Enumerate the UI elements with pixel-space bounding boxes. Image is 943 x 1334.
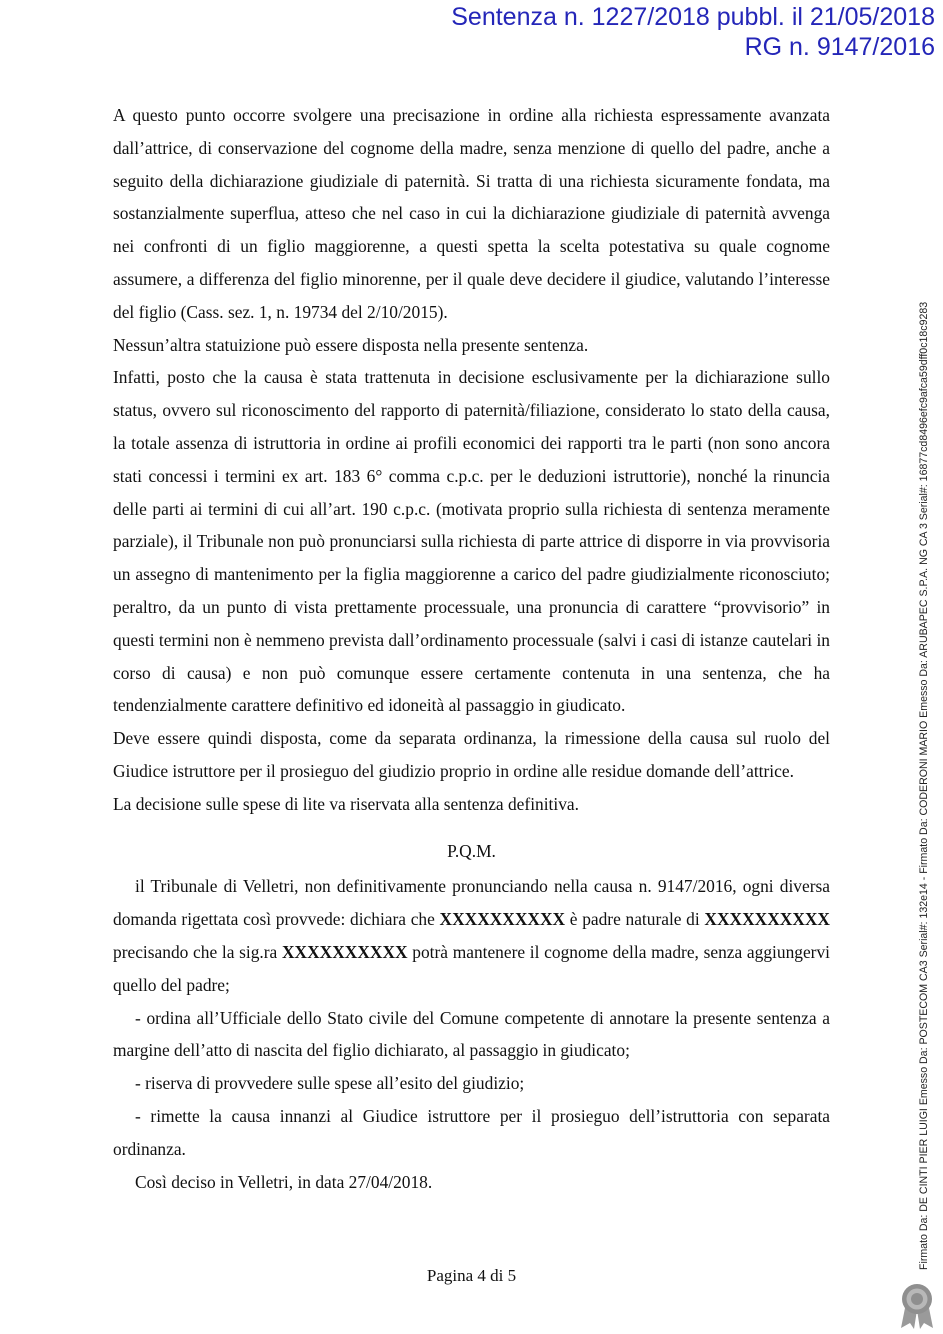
redacted-name-3: XXXXXXXXXX xyxy=(281,941,408,962)
dispositivo-item-rimessione: - rimette la causa innanzi al Giudice istruttore per il prosieguo dell’istruttoria con separata ordinanza. xyxy=(113,1105,830,1159)
dispositivo-text-d: potrà mantenere il cognome della madre, senza aggiungervi quello del padre; xyxy=(113,941,830,995)
dispositivo-text-c: precisando che la sig.ra xyxy=(113,941,282,962)
pqm-heading: P.Q.M. xyxy=(447,840,496,861)
dispositivo-item-spese: - riserva di provvedere sulle spese all’esito del giudizio; xyxy=(135,1073,525,1094)
paragraph-cognome: A questo punto occorre svolgere una precisazione in ordine alla richiesta espressamente avanzata dall’attrice, di conservazione del cognome della madre, senza menzione di quello del padre, anche a seguito della dichiarazione giudiziale di paternità. Si tratta di una richiesta sicuramente fondata, ma sostanzialmente superflua, atteso che nel caso in cui la dichiarazione giudiziale di paternità avvenga nei confronti di un figlio maggiorenne, a questi spetta la scelta potestativa su quale cognome assumere, a differenza del figlio minorenne, per il quale deve decidere il giudice, valutando l’interesse del figlio (Cass. sez. 1, n. 19734 del 2/10/2015). xyxy=(113,105,830,322)
dispositivo-item-annotazione: - ordina all’Ufficiale dello Stato civile del Comune competente di annotare la presente sentenza a margine dell’atto di nascita del figlio dichiarato, al passaggio in giudicato; xyxy=(113,1007,830,1061)
dispositivo-text-a: il Tribunale di Velletri, non definitivamente pronunciando nella causa n. 9147/2016, ogni diversa domanda rigettata così provvede: dichiara che xyxy=(113,876,830,930)
digital-signature-text: Firmato Da: DE CINTI PIER LUIGI Emesso Da: POSTECOM CA3 Serial#: 132e14 - Firmato Da: CODERONI MARIO Emesso Da: ARUBAPEC S.P.A. NG CA 3 Serial#: 16877cd8496efc9afca59dff0c18c9283 xyxy=(918,301,930,1270)
document-body xyxy=(113,99,830,1198)
redacted-name-1: XXXXXXXXXX xyxy=(439,909,566,930)
page-number: Pagina 4 di 5 xyxy=(426,1266,517,1285)
rosette-seal-icon xyxy=(896,1282,938,1330)
paragraph-statuizione: Nessun’altra statuizione può essere disposta nella presente sentenza. xyxy=(113,334,589,355)
closing-line: Così deciso in Velletri, in data 27/04/2018. xyxy=(135,1171,433,1192)
sentence-stamp-line1: Sentenza n. 1227/2018 pubbl. il 21/05/2018 xyxy=(451,3,935,31)
dispositivo-text-b: è padre naturale di xyxy=(565,909,705,930)
paragraph-rimessione: Deve essere quindi disposta, come da separata ordinanza, la rimessione della causa sul ruolo del Giudice istruttore per il prosieguo del giudizio proprio in ordine alle residue domande dell’attrice. xyxy=(113,728,830,781)
sentence-stamp-line2: RG n. 9147/2016 xyxy=(744,33,935,61)
redacted-name-2: XXXXXXXXXX xyxy=(704,909,830,930)
paragraph-dispositivo xyxy=(113,870,830,1001)
paragraph-infatti: Infatti, posto che la causa è stata trattenuta in decisione esclusivamente per la dichiarazione sullo status, ovvero sul riconoscimento del rapporto di paternità/filiazione, considerato lo stato della causa, la totale assenza di istruttoria in ordine ai profili economici dei rapporti tra le parti (non sono ancora stati concessi i termini ex art. 183 6° comma c.p.c. per le deduzioni istruttorie), nonché la rinuncia delle parti ai termini di cui all’art. 190 c.p.c. (motivata proprio sulla richiesta di sentenza meramente parziale), il Tribunale non può pronunciarsi sulla richiesta di parte attrice di disporre in via provvisoria un assegno di mantenimento per la figlia maggiorenne a carico del padre giudizialmente riconosciuto; peraltro, da un punto di vista prettamente processuale, una pronuncia di carattere “provvisorio” in questi termini non è nemmeno prevista dall’ordinamento processuale (salvi i casi di istanze cautelari in corso di causa) e non può comunque essere certamente contenuta in una sentenza, che ha tendenzialmente carattere definitivo ed idoneità al passaggio in giudicato. xyxy=(113,367,830,716)
paragraph-spese: La decisione sulle spese di lite va riservata alla sentenza definitiva. xyxy=(113,793,579,814)
